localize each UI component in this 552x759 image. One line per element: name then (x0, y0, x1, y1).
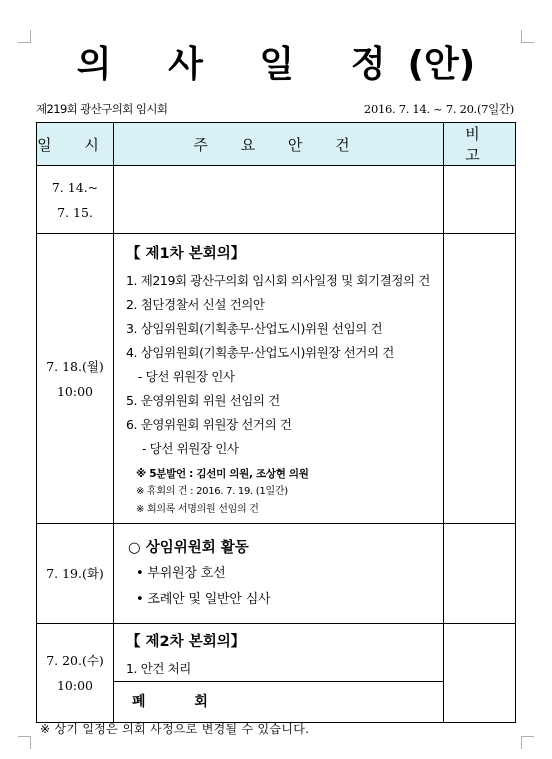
time-line: 10:00 (56, 678, 94, 693)
row-agenda (114, 624, 444, 682)
note-item: ※ 5분발언 : 김선미 의원, 조상현 의원 (136, 468, 309, 480)
row-note (444, 624, 516, 723)
table-row (37, 234, 516, 524)
header-note: 비 고 (444, 123, 516, 166)
row-closing (114, 682, 444, 723)
closing-label: 폐 회 (132, 694, 230, 710)
row-date (37, 234, 114, 524)
row-note (444, 524, 516, 624)
date-line: 7. 18.(월) (46, 358, 104, 374)
agenda-subitem: - 당선 위원장 인사 (138, 369, 235, 384)
session-notes (126, 465, 443, 519)
activity-item: • 조례안 및 일반안 심사 (136, 592, 271, 607)
agenda-item: 6. 운영위원회 위원장 선거의 건 (126, 417, 292, 432)
agenda-item: 1. 제219회 광산구의회 임시회 의사일정 및 회기결정의 건 (126, 273, 430, 288)
row-date (37, 624, 114, 723)
table-header-row (37, 123, 516, 166)
agenda-subitem: - 당선 위원장 인사 (142, 441, 239, 456)
crop-mark-bottom-left (18, 736, 31, 749)
schedule-table (36, 122, 516, 723)
header-agenda: 주 요 안 건 (114, 123, 444, 166)
table-row (37, 524, 516, 624)
section-header: 【 제1차 본회의】 (126, 246, 246, 262)
row-agenda (114, 234, 444, 524)
section-header: ○ 상임위원회 활동 (128, 540, 249, 556)
agenda-item: 3. 상임위원회(기획총무·산업도시)위원 선임의 건 (126, 321, 383, 336)
title-main: 의 사 일 정 (76, 44, 408, 85)
session-period: 2016. 7. 14. ~ 7. 20.(7일간) (363, 102, 514, 116)
agenda-item: 5. 운영위원회 위원 선임의 건 (126, 393, 280, 408)
row-agenda (114, 524, 444, 624)
row-agenda-empty (114, 166, 444, 234)
note-item: ※ 휴회의 건 : 2016. 7. 19. (1일간) (136, 486, 288, 497)
date-line: 7. 14.~ (51, 179, 99, 195)
crop-mark-bottom-right (521, 736, 534, 749)
date-line: 7. 20.(수) (46, 653, 104, 668)
date-line: 7. 15. (57, 204, 93, 220)
agenda-item: 1. 안건 처리 (126, 661, 191, 676)
session-name: 제219회 광산구의회 임시회 (36, 102, 168, 116)
row-date (37, 524, 114, 624)
title-suffix: (안) (407, 44, 476, 85)
table-row (37, 624, 516, 682)
page-title (0, 36, 552, 87)
activity-item: • 부위원장 호선 (136, 566, 226, 581)
date-line: 7. 19.(화) (46, 566, 104, 581)
agenda-item: 4. 상임위원회(기획총무·산업도시)위원장 선거의 건 (126, 345, 394, 360)
time-line: 10:00 (56, 383, 94, 399)
row-note (444, 166, 516, 234)
row-date (37, 166, 114, 234)
footer-note: ※ 상기 일정은 의회 사정으로 변경될 수 있습니다. (40, 722, 310, 736)
header-date: 일 시 (37, 123, 114, 166)
section-header: 【 제2차 본회의】 (126, 634, 246, 650)
agenda-item: 2. 첨단경찰서 신설 건의안 (126, 297, 265, 312)
row-note (444, 234, 516, 524)
note-item: ※ 회의록 서명의원 선임의 건 (136, 504, 259, 515)
table-row (37, 166, 516, 234)
